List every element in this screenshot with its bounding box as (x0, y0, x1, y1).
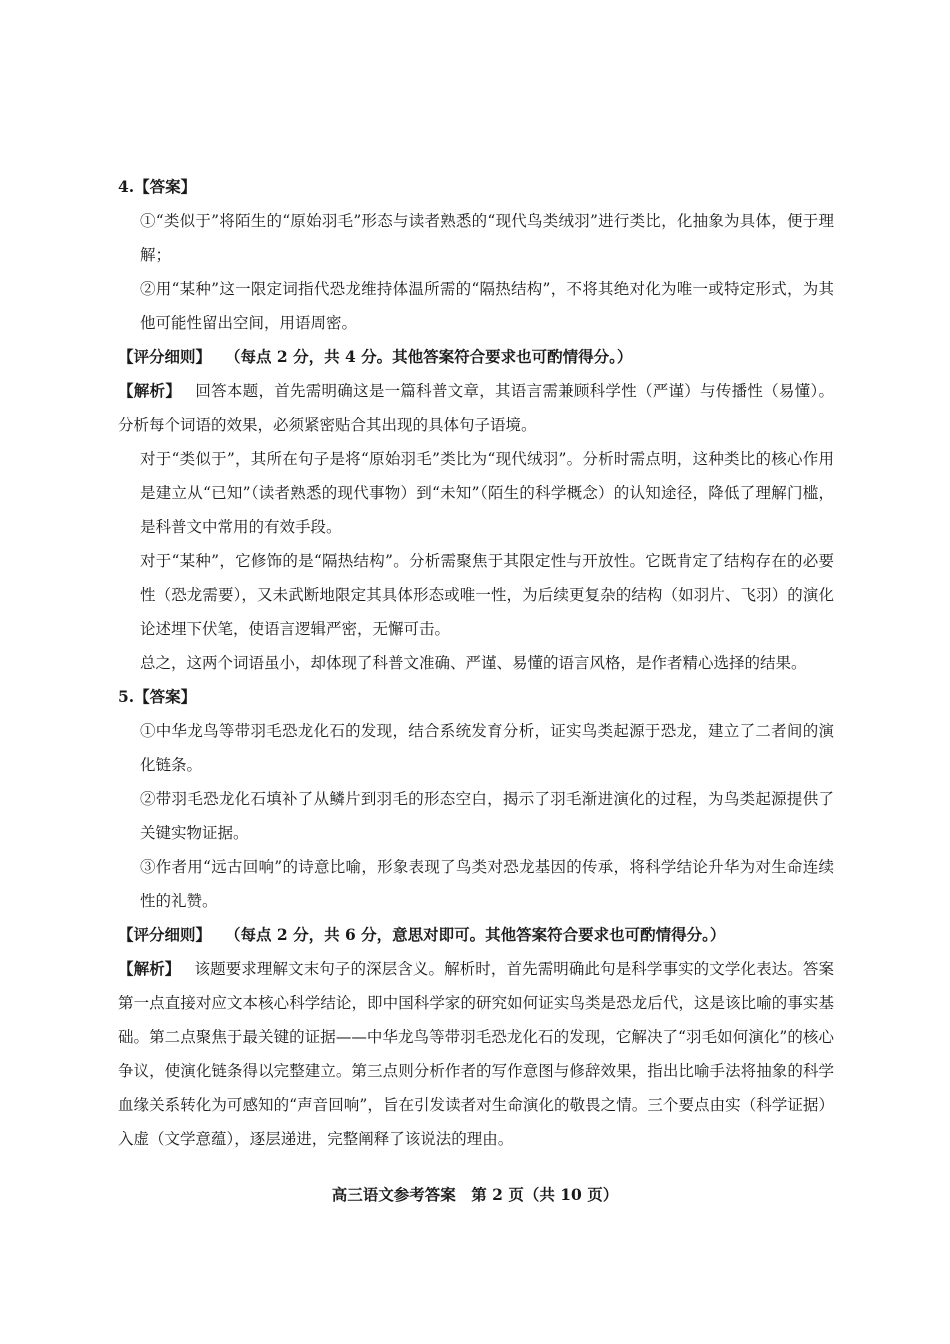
q4-analysis-text: 回答本题，首先需明确这是一篇科普文章，其语言需兼顾科学性（严谨）与传播性（易懂）。分析每个词语的效果，必须紧密贴合其出现的具体句子语境。 (118, 382, 834, 434)
q4-heading: 4.【答案】 (118, 177, 197, 196)
q4-rubric-text: （每点 2 分，共 4 分。其他答案符合要求也可酌情得分。） (225, 347, 633, 366)
q5-analysis-text: 该题要求理解文末句子的深层含义。解析时，首先需明确此句是科学事实的文学化表达。答案第一点直接对应文本核心科学结论，即中国科学家的研究如何证实鸟类是恐龙后代，这是该比喻的事实基础。第二点聚焦于最关键的证据——中华龙鸟等带羽毛恐龙化石的发现，它解决了“羽毛如何演化”的核心争议，使演化链条得以完整建立。第三点则分析作者的写作意图与修辞效果，指出比喻手法将抽象的科学血缘关系转化为可感知的“声音回响”，旨在引发读者对生命演化的敬畏之情。三个要点由实（科学证据）入虚（文学意蕴），逐层递进，完整阐释了该说法的理由。 (118, 960, 834, 1148)
q4-rubric (118, 340, 834, 374)
q5-rubric-tag: 【评分细则】 (118, 925, 212, 944)
q5-analysis (118, 952, 834, 1156)
q4-analysis-para-1: 对于“类似于”，其所在句子是将“原始羽毛”类比为“现代绒羽”。分析时需点明，这种类比的核心作用是建立从“已知”（读者熟悉的现代事物）到“未知”（陌生的科学概念）的认知途径，降低了理解门槛，是科普文中常用的有效手段。 (140, 450, 834, 536)
q5-rubric-text: （每点 2 分，共 6 分，意思对即可。其他答案符合要求也可酌情得分。） (225, 925, 726, 944)
q5-answer-1: ①中华龙鸟等带羽毛恐龙化石的发现，结合系统发育分析，证实鸟类起源于恐龙，建立了二者间的演化链条。 (140, 722, 834, 774)
q4-answer-1: ①“类似于”将陌生的“原始羽毛”形态与读者熟悉的“现代鸟类绒羽”进行类比，化抽象为具体，便于理解； (140, 212, 834, 264)
q5-heading: 5.【答案】 (118, 687, 197, 706)
q4-analysis-tag: 【解析】 (118, 381, 182, 400)
q5-answer-2: ②带羽毛恐龙化石填补了从鳞片到羽毛的形态空白，揭示了羽毛渐进演化的过程，为鸟类起源提供了关键实物证据。 (140, 790, 834, 842)
q4-answer-2: ②用“某种”这一限定词指代恐龙维持体温所需的“隔热结构”，不将其绝对化为唯一或特定形式，为其他可能性留出空间，用语周密。 (140, 280, 834, 332)
q4-analysis-para-3: 总之，这两个词语虽小，却体现了科普文准确、严谨、易懂的语言风格，是作者精心选择的结果。 (140, 654, 807, 672)
q5-rubric (118, 918, 834, 952)
q5-analysis-tag: 【解析】 (118, 959, 181, 978)
page-footer: 高三语文参考答案 第 2 页（共 10 页） (331, 1185, 619, 1204)
q4-analysis-para-2: 对于“某种”，它修饰的是“隔热结构”。分析需聚焦于其限定性与开放性。它既肯定了结构存在的必要性（恐龙需要），又未武断地限定其具体形态或唯一性，为后续更复杂的结构（如羽片、飞羽）的演化论述埋下伏笔，使语言逻辑严密，无懈可击。 (140, 552, 834, 638)
q4-rubric-tag: 【评分细则】 (118, 347, 212, 366)
q4-analysis (118, 374, 834, 442)
page-content (118, 170, 834, 1156)
q5-answer-3: ③作者用“远古回响”的诗意比喻，形象表现了鸟类对恐龙基因的传承，将科学结论升华为对生命连续性的礼赞。 (140, 858, 834, 910)
